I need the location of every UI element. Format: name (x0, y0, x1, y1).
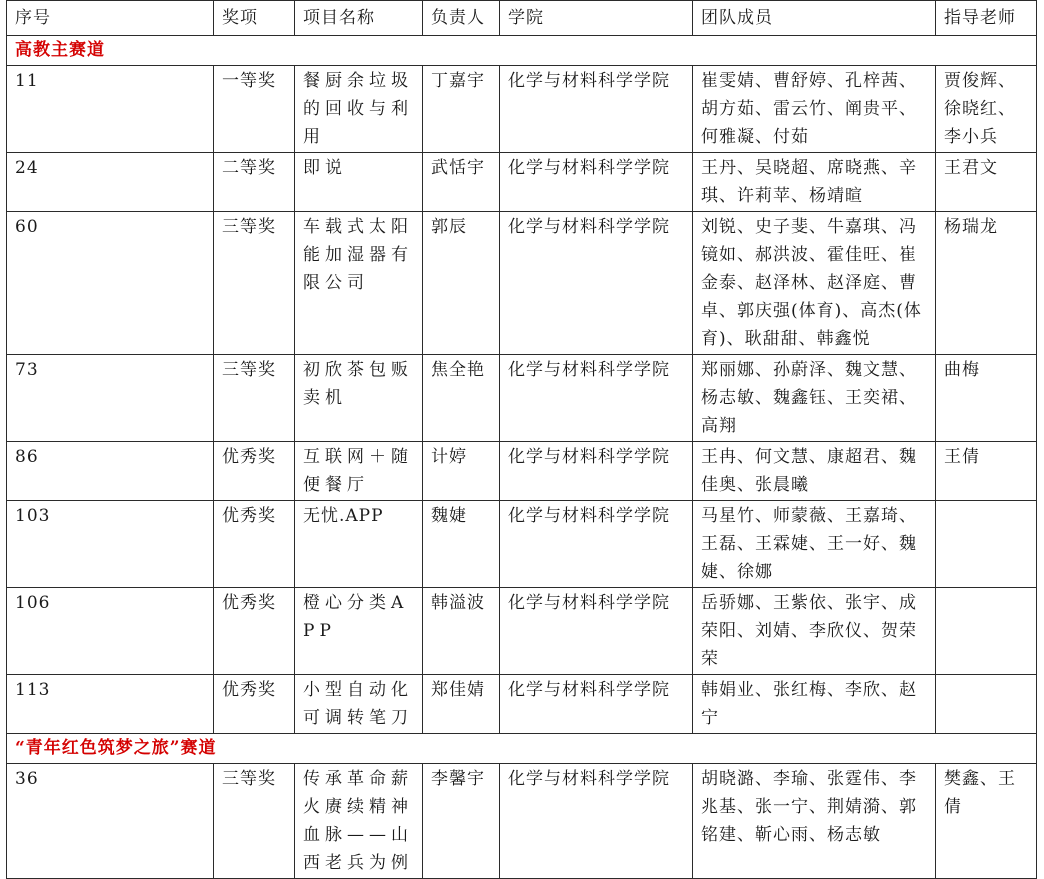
cell-college: 化学与材料科学学院 (500, 212, 693, 355)
cell-team: 马星竹、师蒙薇、王嘉琦、王磊、王霖婕、王一好、魏婕、徐娜 (693, 501, 936, 588)
cell-project: 小型自动化可调转笔刀 (295, 675, 423, 734)
table-row (7, 355, 1037, 442)
cell-team: 岳骄娜、王紫依、张宇、成荣阳、刘婧、李欣仪、贺荣荣 (693, 588, 936, 675)
cell-seq: 103 (7, 501, 214, 588)
cell-award: 二等奖 (214, 153, 295, 212)
cell-advisor (936, 675, 1037, 734)
cell-leader: 郑佳婧 (423, 675, 500, 734)
header-award: 奖项 (214, 1, 295, 36)
cell-project: 即说 (295, 153, 423, 212)
cell-leader: 魏婕 (423, 501, 500, 588)
cell-team: 王丹、吴晓超、席晓燕、辛琪、许莉苹、杨靖暄 (693, 153, 936, 212)
cell-award: 优秀奖 (214, 588, 295, 675)
cell-advisor: 杨瑞龙 (936, 212, 1037, 355)
table-row (7, 588, 1037, 675)
cell-project: 餐厨余垃圾的回收与利用 (295, 66, 423, 153)
cell-advisor: 樊鑫、王倩 (936, 764, 1037, 879)
cell-college: 化学与材料科学学院 (500, 153, 693, 212)
cell-college: 化学与材料科学学院 (500, 66, 693, 153)
cell-team: 郑丽娜、孙蔚泽、魏文慧、杨志敏、魏鑫钰、王奕裙、高翔 (693, 355, 936, 442)
section-row (7, 734, 1037, 764)
header-college: 学院 (500, 1, 693, 36)
cell-team: 崔雯婧、曹舒婷、孔梓茜、胡方茹、雷云竹、阐贵平、何雅凝、付茹 (693, 66, 936, 153)
cell-project: 传承革命薪火赓续精神血脉——山西老兵为例 (295, 764, 423, 879)
cell-award: 一等奖 (214, 66, 295, 153)
cell-leader: 计婷 (423, 442, 500, 501)
cell-seq: 73 (7, 355, 214, 442)
cell-college: 化学与材料科学学院 (500, 442, 693, 501)
section-title: 高教主赛道 (7, 36, 1037, 66)
cell-project: 互联网＋随便餐厅 (295, 442, 423, 501)
table-row (7, 675, 1037, 734)
award-table (6, 0, 1037, 879)
table-row (7, 66, 1037, 153)
cell-award: 三等奖 (214, 764, 295, 879)
table-row (7, 212, 1037, 355)
cell-project: 初欣茶包贩卖机 (295, 355, 423, 442)
cell-seq: 106 (7, 588, 214, 675)
cell-leader: 韩溢波 (423, 588, 500, 675)
table-row (7, 501, 1037, 588)
cell-award: 三等奖 (214, 212, 295, 355)
cell-college: 化学与材料科学学院 (500, 501, 693, 588)
cell-seq: 113 (7, 675, 214, 734)
cell-team: 刘锐、史子斐、牛嘉琪、冯镜如、郝洪波、霍佳旺、崔金泰、赵泽林、赵泽庭、曹卓、郭庆强(体育)、高杰(体育)、耿甜甜、韩鑫悦 (693, 212, 936, 355)
cell-award: 优秀奖 (214, 501, 295, 588)
cell-college: 化学与材料科学学院 (500, 764, 693, 879)
header-leader: 负责人 (423, 1, 500, 36)
section-row (7, 36, 1037, 66)
cell-college: 化学与材料科学学院 (500, 588, 693, 675)
cell-award: 三等奖 (214, 355, 295, 442)
cell-advisor: 贾俊辉、徐晓红、李小兵 (936, 66, 1037, 153)
table-row (7, 764, 1037, 879)
cell-advisor: 王君文 (936, 153, 1037, 212)
cell-seq: 24 (7, 153, 214, 212)
cell-team: 韩娟业、张红梅、李欣、赵宁 (693, 675, 936, 734)
cell-seq: 11 (7, 66, 214, 153)
cell-project: 车载式太阳能加湿器有限公司 (295, 212, 423, 355)
cell-leader: 焦全艳 (423, 355, 500, 442)
cell-leader: 丁嘉宇 (423, 66, 500, 153)
cell-college: 化学与材料科学学院 (500, 355, 693, 442)
cell-team: 王冉、何文慧、康超君、魏佳奥、张晨曦 (693, 442, 936, 501)
header-team: 团队成员 (693, 1, 936, 36)
cell-seq: 86 (7, 442, 214, 501)
section-title: “青年红色筑梦之旅”赛道 (7, 734, 1037, 764)
cell-advisor: 王倩 (936, 442, 1037, 501)
cell-team: 胡晓潞、李瑜、张霆伟、李兆基、张一宁、荆婧漪、郭铭建、靳心雨、杨志敏 (693, 764, 936, 879)
header-row (7, 1, 1037, 36)
cell-award: 优秀奖 (214, 442, 295, 501)
cell-advisor: 曲梅 (936, 355, 1037, 442)
header-seq: 序号 (7, 1, 214, 36)
cell-leader: 武恬宇 (423, 153, 500, 212)
header-advisor: 指导老师 (936, 1, 1037, 36)
header-project: 项目名称 (295, 1, 423, 36)
cell-project: 无忧.APP (295, 501, 423, 588)
cell-advisor (936, 588, 1037, 675)
cell-leader: 郭辰 (423, 212, 500, 355)
cell-college: 化学与材料科学学院 (500, 675, 693, 734)
cell-seq: 36 (7, 764, 214, 879)
cell-seq: 60 (7, 212, 214, 355)
award-table-page (6, 0, 1036, 879)
cell-leader: 李馨宇 (423, 764, 500, 879)
cell-award: 优秀奖 (214, 675, 295, 734)
cell-advisor (936, 501, 1037, 588)
cell-project: 橙心分类APP (295, 588, 423, 675)
table-row (7, 153, 1037, 212)
table-row (7, 442, 1037, 501)
